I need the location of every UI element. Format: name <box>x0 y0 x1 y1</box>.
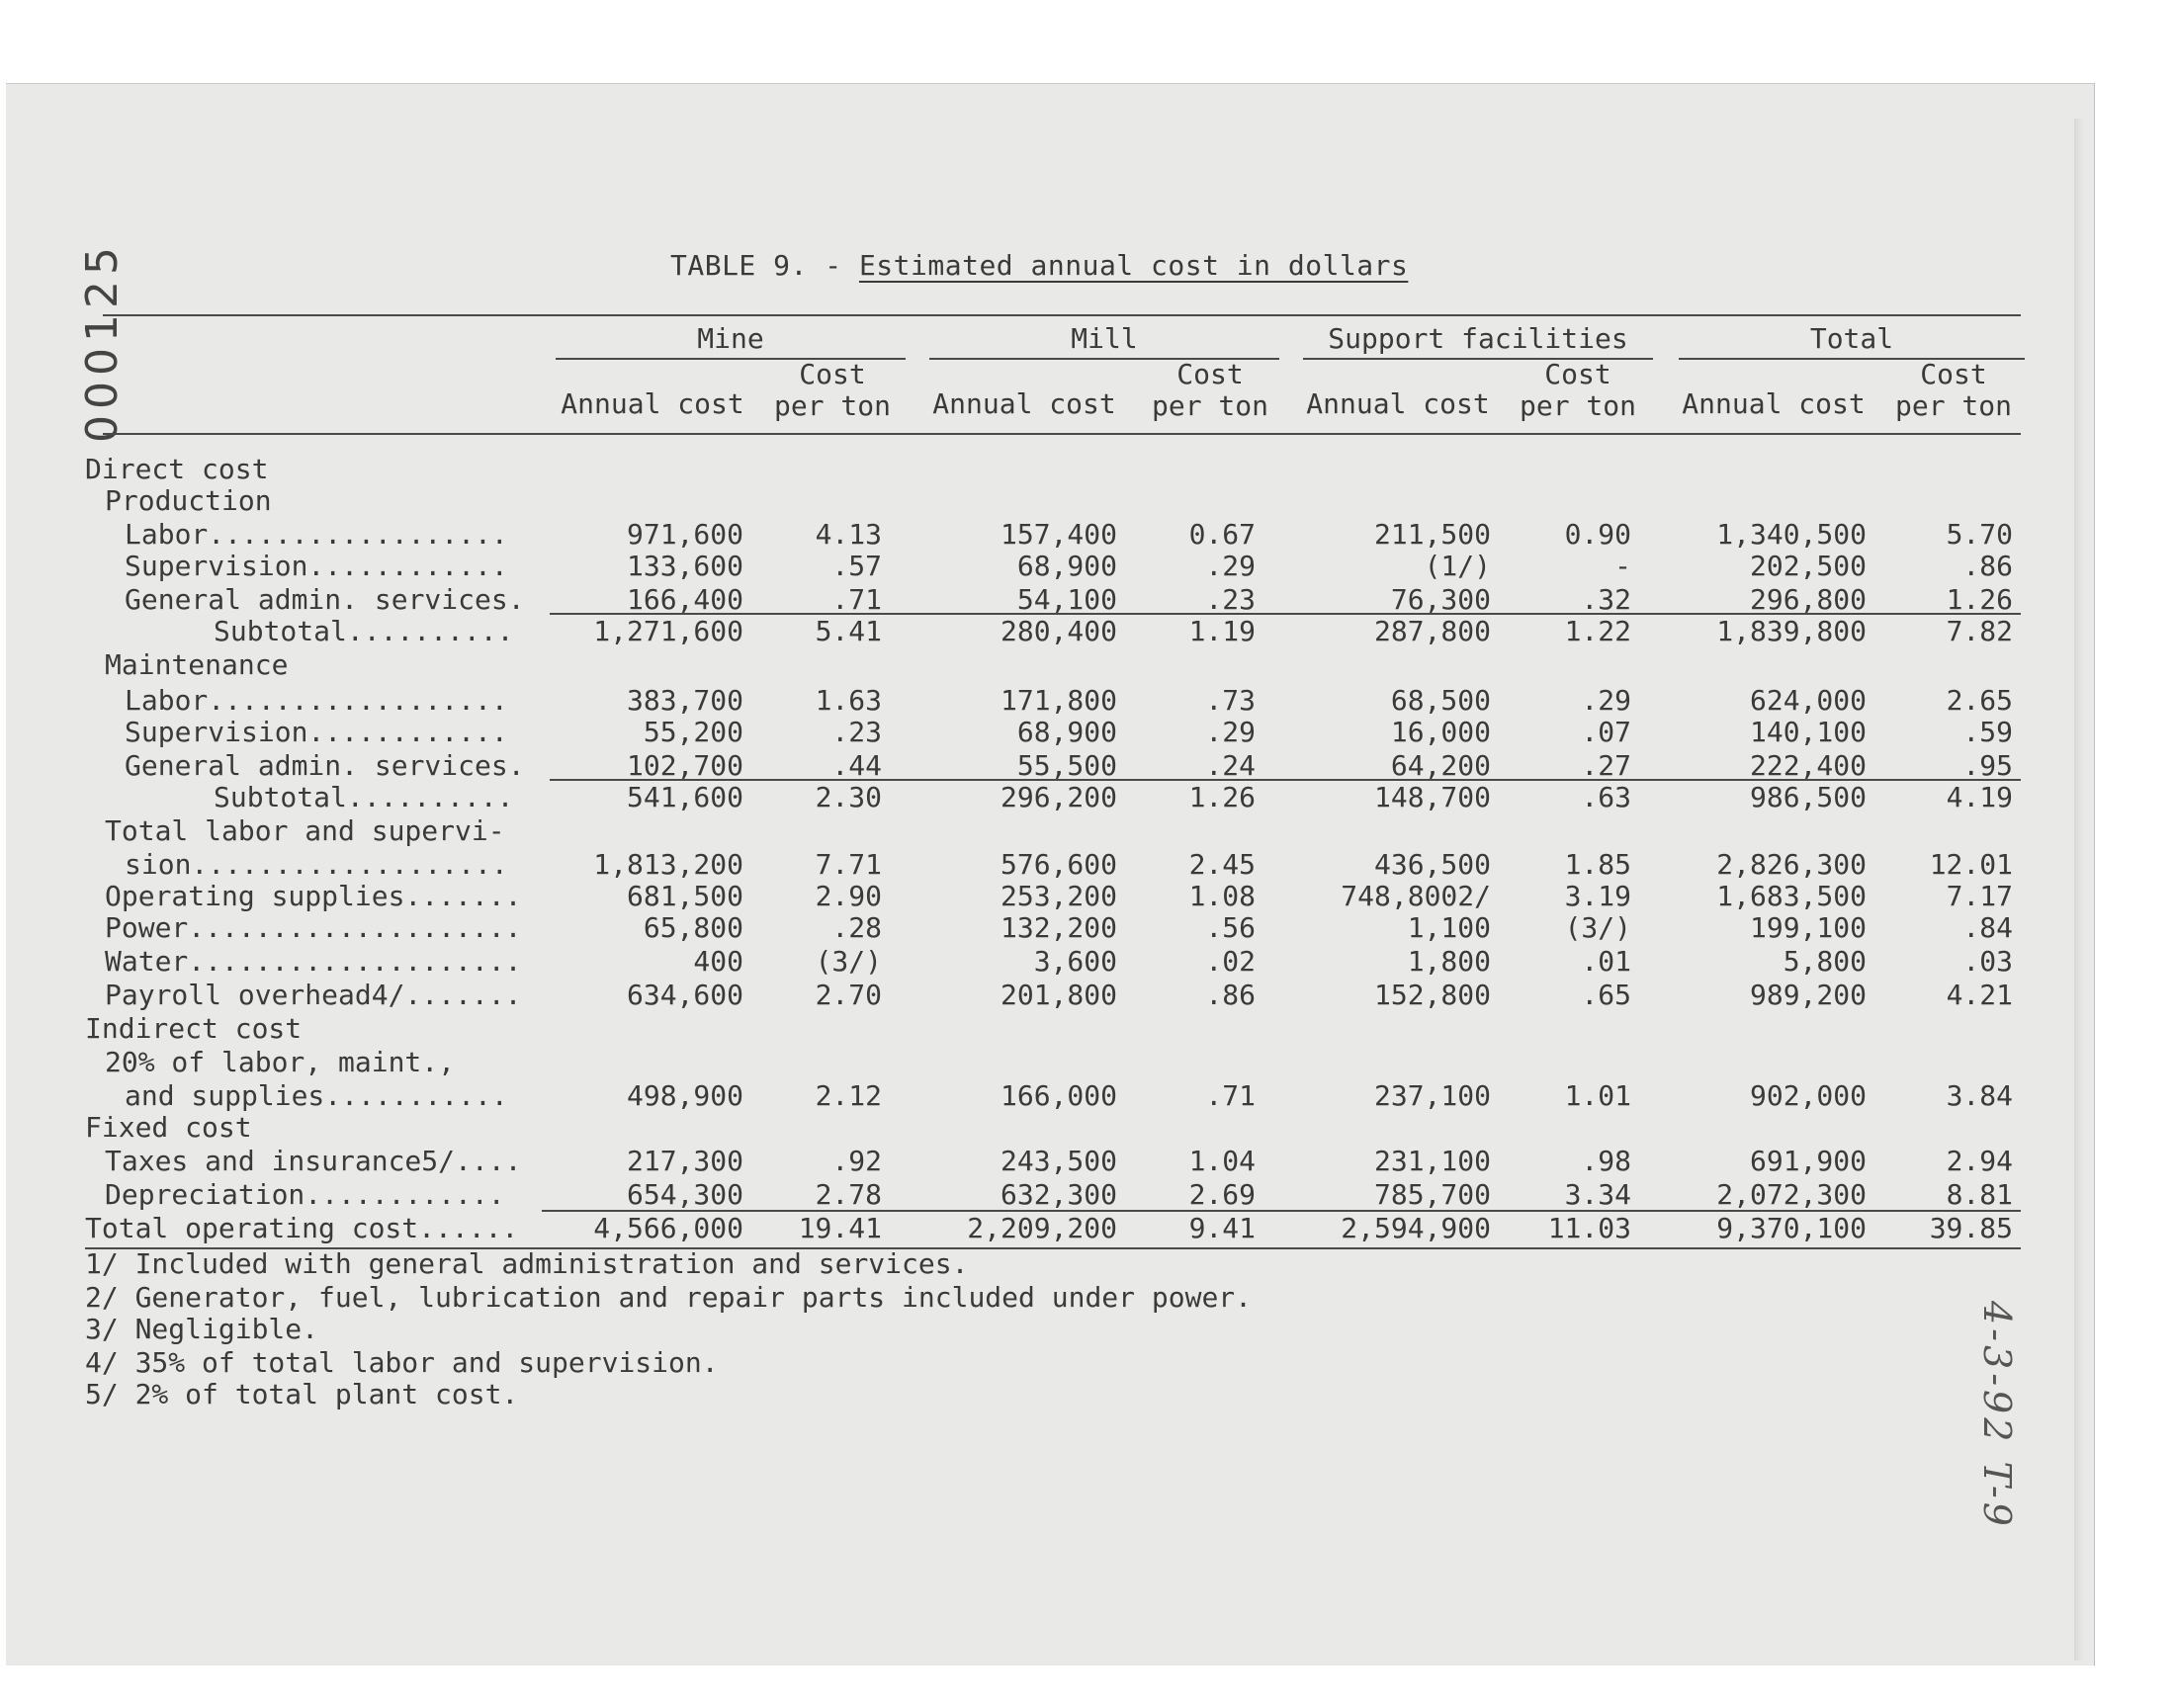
table-cell: 1,683,500 <box>1716 880 1867 912</box>
table-cell: 133,600 <box>626 550 743 582</box>
annual-cost-header: Annual cost <box>561 387 744 420</box>
table-cell: .07 <box>1581 716 1631 748</box>
table-cell: 2,209,200 <box>967 1212 1117 1244</box>
table-title-prefix: TABLE 9. - <box>670 249 859 282</box>
table-cell: 1,839,800 <box>1716 615 1867 647</box>
table-cell: 2.94 <box>1946 1145 2013 1177</box>
table-cell: 3.19 <box>1564 880 1631 912</box>
table-cell: .56 <box>1205 911 1256 944</box>
table-cell: 748,8002/ <box>1341 880 1491 912</box>
table-cell: .71 <box>1205 1079 1256 1112</box>
table-cell: 2.12 <box>815 1079 882 1112</box>
header-bottom-rule <box>103 433 2021 435</box>
table-cell: 64,200 <box>1390 749 1491 782</box>
table-cell: 2.78 <box>815 1178 882 1211</box>
row-label: Maintenance <box>105 648 289 681</box>
annual-cost-header: Annual cost <box>1682 387 1866 420</box>
annual-cost-header: Annual cost <box>932 387 1116 420</box>
table-cell: 2.45 <box>1188 848 1256 881</box>
table-cell: 3,600 <box>1033 945 1117 978</box>
table-cell: 1.04 <box>1188 1145 1256 1177</box>
table-cell: .28 <box>831 911 882 944</box>
table-cell: .86 <box>1205 979 1256 1011</box>
footnote: 4/ 35% of total labor and supervision. <box>85 1346 719 1379</box>
document-number-stamp: 000125 <box>77 241 128 443</box>
table-cell: 152,800 <box>1373 979 1491 1011</box>
table-cell: 2,594,900 <box>1341 1212 1491 1244</box>
table-cell: 1,100 <box>1407 911 1491 944</box>
table-cell: 654,300 <box>626 1178 743 1211</box>
table-cell: 16,000 <box>1390 716 1491 748</box>
table-cell: 9.41 <box>1188 1212 1256 1244</box>
table-cell: 243,500 <box>1000 1145 1117 1177</box>
table-cell: 280,400 <box>1000 615 1117 647</box>
table-cell: 3.84 <box>1946 1079 2013 1112</box>
footnote: 3/ Negligible. <box>85 1313 319 1345</box>
table-cell: .65 <box>1581 979 1631 1011</box>
handwritten-note: 4-3-92 T-9 <box>1975 1301 2019 1530</box>
table-cell: 2,072,300 <box>1716 1178 1867 1211</box>
table-cell: 1,340,500 <box>1716 518 1867 551</box>
table-cell: .23 <box>831 716 882 748</box>
row-label: Depreciation............ <box>105 1178 505 1211</box>
table-cell: 5.70 <box>1946 518 2013 551</box>
table-cell: 1,813,200 <box>593 848 743 881</box>
table-cell: 9,370,100 <box>1716 1212 1867 1244</box>
table-cell: .59 <box>1962 716 2013 748</box>
row-label: Power.................... <box>105 911 522 944</box>
table-cell: 55,500 <box>1016 749 1117 782</box>
table-cell: 2.70 <box>815 979 882 1011</box>
table-cell: .23 <box>1205 583 1256 616</box>
table-cell: 383,700 <box>626 684 743 717</box>
per-ton-header: per ton <box>1151 389 1268 422</box>
table-cell: 400 <box>693 945 743 978</box>
table-cell: 202,500 <box>1749 550 1867 582</box>
table-cell: 4.13 <box>815 518 882 551</box>
table-cell: 68,500 <box>1390 684 1491 717</box>
table-cell: 785,700 <box>1373 1178 1491 1211</box>
table-cell: 1.26 <box>1188 781 1256 813</box>
table-cell: 231,100 <box>1373 1145 1491 1177</box>
table-cell: 148,700 <box>1373 781 1491 813</box>
total-rule-top <box>542 1210 2021 1212</box>
annual-cost-header: Annual cost <box>1306 387 1490 420</box>
table-cell: 171,800 <box>1000 684 1117 717</box>
table-cell: 132,200 <box>1000 911 1117 944</box>
group-header-mill: Mill <box>1071 322 1138 355</box>
table-cell: .29 <box>1205 716 1256 748</box>
table-cell: 65,800 <box>643 911 743 944</box>
table-cell: .95 <box>1962 749 2013 782</box>
table-cell: 253,200 <box>1000 880 1117 912</box>
table-cell: 1.22 <box>1564 615 1631 647</box>
row-label: Fixed cost <box>85 1111 252 1144</box>
table-cell: 7.17 <box>1946 880 2013 912</box>
row-label: Labor.................. <box>125 518 508 551</box>
table-cell: .84 <box>1962 911 2013 944</box>
table-cell: .29 <box>1581 684 1631 717</box>
table-cell: 498,900 <box>626 1079 743 1112</box>
table-cell: .98 <box>1581 1145 1631 1177</box>
row-label: General admin. services. <box>125 749 525 782</box>
table-cell: .32 <box>1581 583 1631 616</box>
table-cell: 2.69 <box>1188 1178 1256 1211</box>
table-cell: .01 <box>1581 945 1631 978</box>
row-label: and supplies........... <box>125 1079 508 1112</box>
row-label: Total operating cost...... <box>85 1212 519 1244</box>
table-cell: 102,700 <box>626 749 743 782</box>
row-label: Direct cost <box>85 453 269 485</box>
table-cell: 1,800 <box>1407 945 1491 978</box>
table-cell: 140,100 <box>1749 716 1867 748</box>
table-cell: 2.30 <box>815 781 882 813</box>
table-cell: 166,400 <box>626 583 743 616</box>
table-cell: 632,300 <box>1000 1178 1117 1211</box>
table-cell: 237,100 <box>1373 1079 1491 1112</box>
table-cell: .44 <box>831 749 882 782</box>
table-cell: 1.08 <box>1188 880 1256 912</box>
table-cell: 12.01 <box>1929 848 2013 881</box>
row-label: Supervision............ <box>125 550 508 582</box>
table-cell: 39.85 <box>1929 1212 2013 1244</box>
page-edge-shadow <box>2074 119 2084 1661</box>
table-cell: 296,800 <box>1749 583 1867 616</box>
top-rule <box>103 314 2021 316</box>
subtotal-rule-production <box>550 613 2021 615</box>
table-cell: .29 <box>1205 550 1256 582</box>
table-cell: 4.19 <box>1946 781 2013 813</box>
table-cell: 5,800 <box>1783 945 1867 978</box>
per-ton-header: per ton <box>773 389 891 422</box>
group-header-support-facilities: Support facilities <box>1328 322 1628 355</box>
table-cell: 211,500 <box>1373 518 1491 551</box>
table-cell: .63 <box>1581 781 1631 813</box>
table-cell: 2.90 <box>815 880 882 912</box>
row-label: Payroll overhead4/....... <box>105 979 522 1011</box>
row-label: Subtotal.......... <box>214 781 514 813</box>
row-label: Subtotal.......... <box>214 615 514 647</box>
table-cell: 287,800 <box>1373 615 1491 647</box>
table-title-main: Estimated annual cost in dollars <box>858 249 1409 282</box>
row-label: Taxes and insurance5/.... <box>105 1145 522 1177</box>
table-cell: 1.19 <box>1188 615 1256 647</box>
table-cell: 222,400 <box>1749 749 1867 782</box>
table-cell: .86 <box>1962 550 2013 582</box>
footnote: 1/ Included with general administration and services. <box>85 1247 969 1280</box>
table-cell: 157,400 <box>1000 518 1117 551</box>
table-cell: 1.63 <box>815 684 882 717</box>
table-cell: 2.65 <box>1946 684 2013 717</box>
table-cell: 199,100 <box>1749 911 1867 944</box>
table-cell: 55,200 <box>643 716 743 748</box>
per-ton-header: per ton <box>1519 389 1636 422</box>
row-label: Total labor and supervi- <box>105 814 505 847</box>
table-cell: 1.85 <box>1564 848 1631 881</box>
table-cell: .03 <box>1962 945 2013 978</box>
cost-header: Cost <box>1544 358 1611 390</box>
table-cell: 296,200 <box>1000 781 1117 813</box>
row-label: Supervision............ <box>125 716 508 748</box>
table-cell: 0.90 <box>1564 518 1631 551</box>
row-label: sion................... <box>125 848 508 881</box>
table-cell: .02 <box>1205 945 1256 978</box>
table-cell: 971,600 <box>626 518 743 551</box>
cost-header: Cost <box>799 358 866 390</box>
per-ton-header: per ton <box>1894 389 2012 422</box>
table-cell: 2,826,300 <box>1716 848 1867 881</box>
table-cell: 7.82 <box>1946 615 2013 647</box>
table-cell: 576,600 <box>1000 848 1117 881</box>
table-title <box>670 249 1408 282</box>
table-cell: 54,100 <box>1016 583 1117 616</box>
table-cell: 541,600 <box>626 781 743 813</box>
table-cell: 19.41 <box>798 1212 882 1244</box>
table-cell: 902,000 <box>1749 1079 1867 1112</box>
group-header-mine: Mine <box>697 322 764 355</box>
table-cell: 76,300 <box>1390 583 1491 616</box>
table-cell: .71 <box>831 583 882 616</box>
row-label: Indirect cost <box>85 1012 303 1045</box>
row-label: Production <box>105 484 272 517</box>
table-cell: .57 <box>831 550 882 582</box>
table-cell: .73 <box>1205 684 1256 717</box>
subtotal-rule-maintenance <box>550 779 2021 781</box>
table-cell: 4.21 <box>1946 979 2013 1011</box>
footnote: 5/ 2% of total plant cost. <box>85 1378 519 1410</box>
table-cell: 634,600 <box>626 979 743 1011</box>
table-cell: 436,500 <box>1373 848 1491 881</box>
table-cell: .92 <box>831 1145 882 1177</box>
table-cell: 7.71 <box>815 848 882 881</box>
table-cell: 1.26 <box>1946 583 2013 616</box>
table-cell: 5.41 <box>815 615 882 647</box>
table-cell: 4,566,000 <box>593 1212 743 1244</box>
table-cell: (3/) <box>1564 911 1631 944</box>
table-cell: 691,900 <box>1749 1145 1867 1177</box>
table-cell: 624,000 <box>1749 684 1867 717</box>
table-cell: 166,000 <box>1000 1079 1117 1112</box>
footnote: 2/ Generator, fuel, lubrication and repair parts included under power. <box>85 1281 1253 1314</box>
table-cell: 1,271,600 <box>593 615 743 647</box>
row-label: Water.................... <box>105 945 522 978</box>
table-cell: 217,300 <box>626 1145 743 1177</box>
table-cell: 68,900 <box>1016 716 1117 748</box>
table-cell: 201,800 <box>1000 979 1117 1011</box>
row-label: Operating supplies....... <box>105 880 522 912</box>
table-cell: 989,200 <box>1749 979 1867 1011</box>
table-cell: 0.67 <box>1188 518 1256 551</box>
table-cell: 681,500 <box>626 880 743 912</box>
row-label: 20% of labor, maint., <box>105 1046 456 1078</box>
table-cell: .27 <box>1581 749 1631 782</box>
table-cell: 11.03 <box>1547 1212 1631 1244</box>
table-cell: (3/) <box>815 945 882 978</box>
table-cell: (1/) <box>1424 550 1491 582</box>
row-label: Labor.................. <box>125 684 508 717</box>
cost-header: Cost <box>1920 358 1987 390</box>
table-cell: - <box>1614 550 1631 582</box>
group-header-total: Total <box>1809 322 1894 355</box>
cost-header: Cost <box>1176 358 1244 390</box>
table-cell: .24 <box>1205 749 1256 782</box>
table-cell: 3.34 <box>1564 1178 1631 1211</box>
row-label: General admin. services. <box>125 583 525 616</box>
table-cell: 1.01 <box>1564 1079 1631 1112</box>
table-cell: 68,900 <box>1016 550 1117 582</box>
table-cell: 8.81 <box>1946 1178 2013 1211</box>
table-cell: 986,500 <box>1749 781 1867 813</box>
